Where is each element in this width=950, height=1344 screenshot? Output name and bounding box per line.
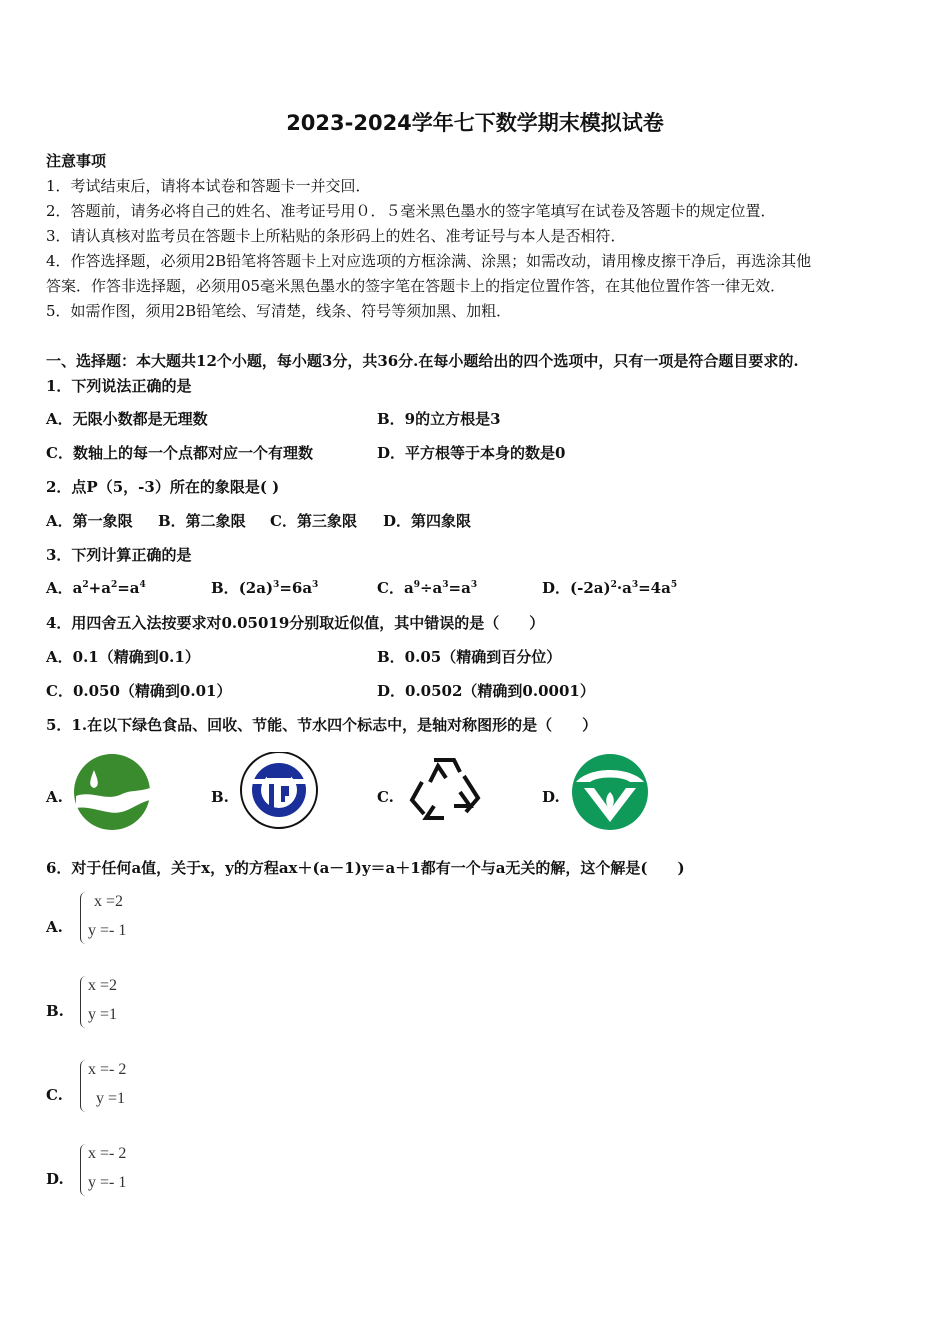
q2-option-c: C．第三象限	[270, 512, 357, 530]
equation-x: x =2	[94, 893, 124, 910]
q4-option-c: C．0.050（精确到0.01）	[46, 682, 232, 700]
q1-option-a: A．无限小数都是无理数	[46, 410, 208, 428]
equation-y: y =- 1	[88, 922, 127, 939]
notice-heading: 注意事项	[46, 152, 107, 170]
q5-option-b: B.	[211, 788, 229, 806]
equation-y: y =1	[96, 1090, 126, 1107]
q4-option-b: B．0.05（精确到百分位）	[377, 648, 562, 666]
question-3-stem: 3．下列计算正确的是	[46, 546, 192, 564]
option-label: A．	[46, 579, 73, 597]
q3-option-c: C．$a^9\div a^3=a^3$	[377, 579, 478, 597]
option-label: B．	[211, 579, 239, 597]
equation-y: y =1	[88, 1006, 118, 1023]
recycle-logo-icon	[404, 752, 484, 832]
q6-option-b-label: B.	[46, 1002, 64, 1020]
q4-option-d: D．0.0502（精确到0.0001）	[377, 682, 595, 700]
q5-option-d: D.	[542, 788, 560, 806]
equation-x: x =- 2	[88, 1145, 127, 1162]
q6-option-a-label: A.	[46, 918, 63, 936]
notice-item: 1．考试结束后，请将本试卷和答题卡一并交回．	[46, 177, 371, 195]
question-5-stem: 5．1.在以下绿色食品、回收、节能、节水四个标志中，是轴对称图形的是（ ）	[46, 716, 598, 734]
q4-option-a: A．0.1（精确到0.1）	[46, 648, 200, 666]
q6-option-d-label: D.	[46, 1170, 64, 1188]
question-4-stem: 4．用四舍五入法按要求对0.05019分别取近似值，其中错误的是（ ）	[46, 614, 545, 632]
question-2-stem: 2．点P（5，-3）所在的象限是( )	[46, 478, 280, 496]
equation-x: x =2	[88, 977, 118, 994]
equation-x: x =- 2	[88, 1061, 127, 1078]
notice-item: 答案．作答非选择题，必须用05毫米黑色墨水的签字笔在答题卡上的指定位置作答，在其他位置作答一律无效．	[46, 277, 786, 295]
notice-item: 3．请认真核对监考员在答题卡上所粘贴的条形码上的姓名、准考证号与本人是否相符．	[46, 227, 626, 245]
section-heading: 一、选择题：本大题共12个小题，每小题3分，共36分.在每小题给出的四个选项中，只有一项是符合题目要求的.	[46, 352, 799, 370]
notice-item: 4．作答选择题，必须用2B铅笔将答题卡上对应选项的方框涂满、涂黑；如需改动，请用橡皮擦干净后，再选涂其他	[46, 252, 812, 270]
q6-option-c-label: C.	[46, 1086, 63, 1104]
q3-option-b: B．$(2a)^3=6a^3$	[211, 579, 319, 597]
q2-option-b: B．第二象限	[158, 512, 246, 530]
q1-option-b: B．9的立方根是3	[377, 410, 501, 428]
equation-y: y =- 1	[88, 1174, 127, 1191]
notice-item: 5．如需作图，须用2B铅笔绘、写清楚，线条、符号等须加黑、加粗．	[46, 302, 512, 320]
q5-option-a: A.	[46, 788, 63, 806]
q1-option-c: C．数轴上的每一个点都对应一个有理数	[46, 444, 313, 462]
q2-option-d: D．第四象限	[383, 512, 472, 530]
option-label: D．	[542, 579, 571, 597]
question-1-stem: 1．下列说法正确的是	[46, 377, 192, 395]
water-saving-logo-icon	[570, 752, 650, 832]
energy-saving-logo-icon	[239, 752, 319, 832]
option-label: C．	[377, 579, 404, 597]
green-food-logo-icon	[72, 752, 152, 832]
page-title: 2023-2024学年七下数学期末模拟试卷	[286, 111, 664, 135]
q2-option-a: A．第一象限	[46, 512, 133, 530]
q3-option-a: A．$a^2+a^2=a^4$	[46, 579, 146, 597]
q5-option-c: C.	[377, 788, 394, 806]
q3-option-d: D．$(-2a)^2\cdot a^3=4a^5$	[542, 579, 678, 597]
question-6-stem: 6．对于任何a值，关于x，y的方程ax＋(a－1)y＝a＋1都有一个与a无关的解，这个解是( )	[46, 859, 685, 877]
q1-option-d: D．平方根等于本身的数是0	[377, 444, 566, 462]
notice-item: 2．答题前，请务必将自己的姓名、准考证号用０．５毫米黑色墨水的签字笔填写在试卷及答题卡的规定位置．	[46, 202, 776, 220]
